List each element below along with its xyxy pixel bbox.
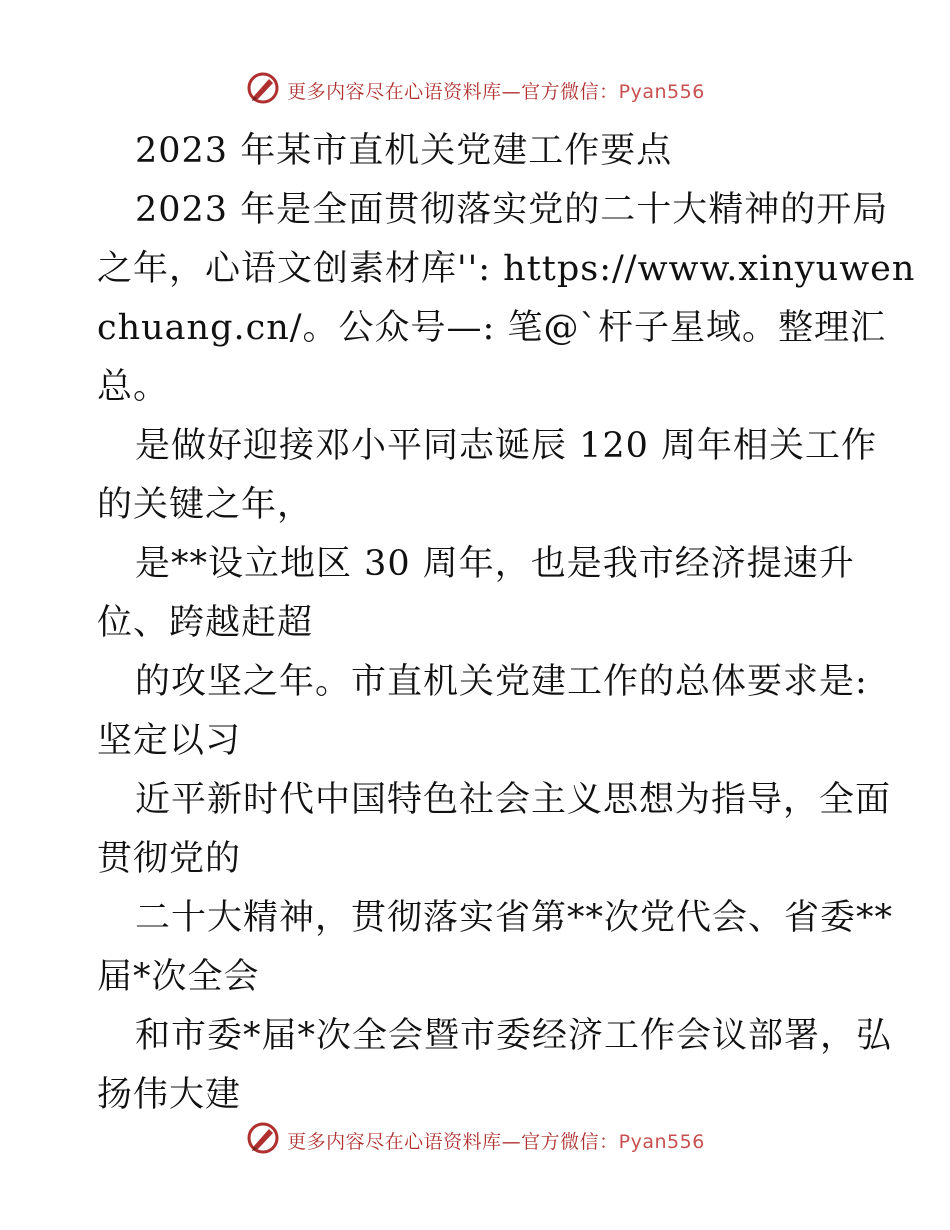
text-line: 是做好迎接邓小平同志诞辰 120 周年相关工作 [135, 426, 878, 466]
text-line: 2023 年是全面贯彻落实党的二十大精神的开局 [135, 190, 889, 230]
banner-label: 更多内容尽在心语资料库—官方微信： [287, 1130, 619, 1153]
text-line: 之年，心语文创素材库'': https://www.xinyuwen [97, 249, 916, 289]
text-line: 二十大精神，贯彻落实省第**次党代会、省委** [135, 898, 894, 938]
text-line: 和市委*届*次全会暨市委经济工作会议部署，弘 [135, 1016, 893, 1056]
header-banner [0, 70, 950, 110]
pen-logo-icon [245, 70, 281, 110]
text-line: 届*次全会 [97, 957, 260, 997]
text-line: 的攻坚之年。市直机关党建工作的总体要求是: [135, 662, 868, 702]
footer-banner [0, 1120, 950, 1160]
document-title: 2023 年某市直机关党建工作要点 [135, 131, 673, 171]
banner-text [287, 1127, 705, 1154]
text-line: 总。 [97, 367, 170, 407]
text-line: 的关键之年， [97, 485, 314, 525]
text-line: 贯彻党的 [97, 839, 242, 879]
banner-label: 更多内容尽在心语资料库—官方微信： [287, 80, 619, 103]
pen-logo-icon [245, 1120, 281, 1160]
wechat-id: Pyan556 [618, 80, 705, 103]
text-line: 坚定以习 [97, 721, 242, 761]
banner-text [287, 77, 705, 104]
text-line: 位、跨越赶超 [97, 603, 314, 643]
text-line: chuang.cn/。公众号—: 笔@`杆子星域。整理汇 [97, 308, 886, 348]
text-line: 扬伟大建 [97, 1075, 242, 1115]
text-line: 近平新时代中国特色社会主义思想为指导，全面 [135, 780, 892, 820]
text-line: 是**设立地区 30 周年，也是我市经济提速升 [135, 544, 855, 584]
document-body [97, 122, 916, 1125]
wechat-id: Pyan556 [618, 1130, 705, 1153]
